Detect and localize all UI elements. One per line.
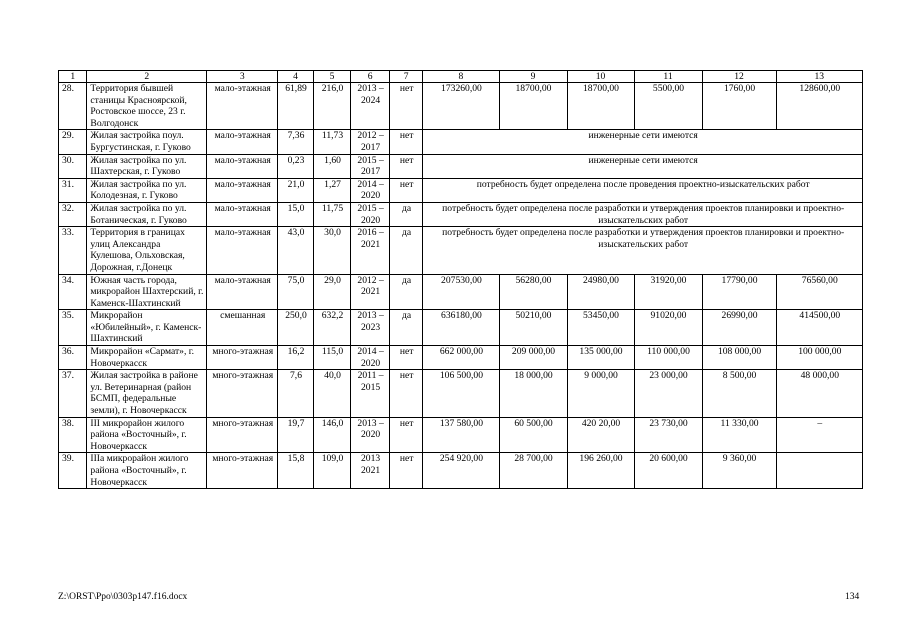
row-number-cell: 32. — [59, 202, 87, 226]
object-name-cell: Жилая застройка в районе ул. Ветеринарная (район БСМП, федеральные земли), г. Новочеркасск — [87, 370, 207, 417]
column-number-cell: 6 — [351, 71, 390, 83]
period-cell: 2012 – 2021 — [351, 274, 390, 310]
housing-volume-cell: 109,0 — [313, 453, 351, 489]
object-name-cell: Южная часть города, микрорайон Шахтерский, г. Каменск-Шахтинский — [87, 274, 207, 310]
period-cell: 2012 – 2017 — [351, 130, 390, 154]
building-type-cell: мало-этажная — [207, 130, 278, 154]
building-type-cell: много-этажная — [207, 453, 278, 489]
column-number-cell: 1 — [59, 71, 87, 83]
value-cell: 18700,00 — [567, 83, 634, 130]
housing-volume-cell: 1,60 — [313, 154, 351, 178]
column-number-cell: 4 — [278, 71, 314, 83]
value-cell: 209 000,00 — [499, 346, 567, 370]
building-type-cell: мало-этажная — [207, 154, 278, 178]
data-table — [58, 70, 863, 489]
value-cell: 100 000,00 — [776, 346, 862, 370]
housing-volume-cell: 1,27 — [313, 178, 351, 202]
value-cell: 8 500,00 — [702, 370, 776, 417]
area-cell: 16,2 — [278, 346, 314, 370]
area-cell: 19,7 — [278, 417, 314, 453]
project-approved-cell: да — [389, 202, 423, 226]
housing-volume-cell: 632,2 — [313, 310, 351, 346]
page-number: 134 — [845, 592, 860, 602]
table-row — [59, 178, 863, 202]
table-row — [59, 130, 863, 154]
table-row — [59, 227, 863, 274]
object-name-cell: Жилая застройка по ул. Ботаническая, г. Гуково — [87, 202, 207, 226]
project-approved-cell: нет — [389, 346, 423, 370]
value-cell: 53450,00 — [567, 310, 634, 346]
building-type-cell: много-этажная — [207, 417, 278, 453]
area-cell: 75,0 — [278, 274, 314, 310]
object-name-cell: IIIa микрорайон жилого района «Восточный», г. Новочеркасск — [87, 453, 207, 489]
value-cell: 254 920,00 — [423, 453, 499, 489]
housing-volume-cell: 11,73 — [313, 130, 351, 154]
column-number-cell: 3 — [207, 71, 278, 83]
period-cell: 2013 2021 — [351, 453, 390, 489]
value-cell: 20 600,00 — [634, 453, 702, 489]
row-number-cell: 33. — [59, 227, 87, 274]
value-cell: 56280,00 — [499, 274, 567, 310]
value-cell: 207530,00 — [423, 274, 499, 310]
row-number-cell: 30. — [59, 154, 87, 178]
project-approved-cell: нет — [389, 370, 423, 417]
column-number-row — [59, 71, 863, 83]
value-cell: 48 000,00 — [776, 370, 862, 417]
value-cell: 18 000,00 — [499, 370, 567, 417]
value-cell: 128600,00 — [776, 83, 862, 130]
object-name-cell: Жилая застройка поул. Бургустинская, г. Гуково — [87, 130, 207, 154]
value-cell: 76560,00 — [776, 274, 862, 310]
table-row — [59, 417, 863, 453]
table-row — [59, 154, 863, 178]
value-cell: 110 000,00 — [634, 346, 702, 370]
table-row — [59, 202, 863, 226]
value-cell: 18700,00 — [499, 83, 567, 130]
project-approved-cell: нет — [389, 154, 423, 178]
value-cell: 5500,00 — [634, 83, 702, 130]
table-row — [59, 453, 863, 489]
building-type-cell: мало-этажная — [207, 202, 278, 226]
column-number-cell: 10 — [567, 71, 634, 83]
value-cell: 23 000,00 — [634, 370, 702, 417]
area-cell: 43,0 — [278, 227, 314, 274]
area-cell: 250,0 — [278, 310, 314, 346]
period-cell: 2015 – 2020 — [351, 202, 390, 226]
object-name-cell: Территория в границах улиц Александра Кулешова, Ольховская, Дорожная, г.Донецк — [87, 227, 207, 274]
housing-volume-cell: 40,0 — [313, 370, 351, 417]
value-cell: 196 260,00 — [567, 453, 634, 489]
value-cell: 1760,00 — [702, 83, 776, 130]
table-row — [59, 310, 863, 346]
merged-note-cell: потребность будет определена после разработки и утверждения проектов планировки и проектно-изыскательских работ — [423, 227, 863, 274]
merged-note-cell: инженерные сети имеются — [423, 154, 863, 178]
area-cell: 61,89 — [278, 83, 314, 130]
area-cell: 21,0 — [278, 178, 314, 202]
value-cell: 106 500,00 — [423, 370, 499, 417]
housing-volume-cell: 30,0 — [313, 227, 351, 274]
row-number-cell: 28. — [59, 83, 87, 130]
value-cell: 60 500,00 — [499, 417, 567, 453]
column-number-cell: 5 — [313, 71, 351, 83]
building-type-cell: мало-этажная — [207, 83, 278, 130]
period-cell: 2016 – 2021 — [351, 227, 390, 274]
object-name-cell: Микрорайон «Юбилейный», г. Каменск-Шахтинский — [87, 310, 207, 346]
value-cell: 17790,00 — [702, 274, 776, 310]
row-number-cell: 37. — [59, 370, 87, 417]
value-cell: 23 730,00 — [634, 417, 702, 453]
period-cell: 2013 – 2020 — [351, 417, 390, 453]
project-approved-cell: нет — [389, 130, 423, 154]
row-number-cell: 38. — [59, 417, 87, 453]
period-cell: 2013 – 2023 — [351, 310, 390, 346]
row-number-cell: 31. — [59, 178, 87, 202]
period-cell: 2015 – 2017 — [351, 154, 390, 178]
table-body — [59, 71, 863, 489]
project-approved-cell: нет — [389, 453, 423, 489]
row-number-cell: 35. — [59, 310, 87, 346]
housing-volume-cell: 29,0 — [313, 274, 351, 310]
object-name-cell: III микрорайон жилого района «Восточный», г. Новочеркасск — [87, 417, 207, 453]
area-cell: 15,8 — [278, 453, 314, 489]
value-cell: 108 000,00 — [702, 346, 776, 370]
building-type-cell: мало-этажная — [207, 227, 278, 274]
column-number-cell: 12 — [702, 71, 776, 83]
project-approved-cell: нет — [389, 417, 423, 453]
column-number-cell: 13 — [776, 71, 862, 83]
building-type-cell: мало-этажная — [207, 178, 278, 202]
object-name-cell: Территория бывшей станицы Красноярской, Ростовское шоссе, 23 г. Волгодонск — [87, 83, 207, 130]
value-cell: 135 000,00 — [567, 346, 634, 370]
row-number-cell: 39. — [59, 453, 87, 489]
value-cell: 28 700,00 — [499, 453, 567, 489]
merged-note-cell: инженерные сети имеются — [423, 130, 863, 154]
value-cell: 91020,00 — [634, 310, 702, 346]
period-cell: 2013 – 2024 — [351, 83, 390, 130]
column-number-cell: 2 — [87, 71, 207, 83]
building-type-cell: смешанная — [207, 310, 278, 346]
row-number-cell: 29. — [59, 130, 87, 154]
project-approved-cell: да — [389, 227, 423, 274]
row-number-cell: 34. — [59, 274, 87, 310]
page-content — [58, 70, 863, 489]
project-approved-cell: нет — [389, 83, 423, 130]
value-cell — [776, 453, 862, 489]
value-cell: 9 000,00 — [567, 370, 634, 417]
value-cell: 24980,00 — [567, 274, 634, 310]
housing-volume-cell: 11,75 — [313, 202, 351, 226]
merged-note-cell: потребность будет определена после разработки и утверждения проектов планировки и проектно-изыскательских работ — [423, 202, 863, 226]
object-name-cell: Микрорайон «Сармат», г. Новочеркасск — [87, 346, 207, 370]
project-approved-cell: да — [389, 274, 423, 310]
footer-file-path: Z:\ORST\Ppo\0303p147.f16.docx — [58, 592, 188, 602]
housing-volume-cell: 115,0 — [313, 346, 351, 370]
area-cell: 15,0 — [278, 202, 314, 226]
column-number-cell: 11 — [634, 71, 702, 83]
building-type-cell: мало-этажная — [207, 274, 278, 310]
period-cell: 2014 – 2020 — [351, 178, 390, 202]
table-row — [59, 83, 863, 130]
area-cell: 0,23 — [278, 154, 314, 178]
value-cell: – — [776, 417, 862, 453]
value-cell: 420 20,00 — [567, 417, 634, 453]
value-cell: 26990,00 — [702, 310, 776, 346]
area-cell: 7,6 — [278, 370, 314, 417]
value-cell: 11 330,00 — [702, 417, 776, 453]
project-approved-cell: да — [389, 310, 423, 346]
value-cell: 173260,00 — [423, 83, 499, 130]
column-number-cell: 8 — [423, 71, 499, 83]
value-cell: 50210,00 — [499, 310, 567, 346]
building-type-cell: много-этажная — [207, 346, 278, 370]
period-cell: 2011 – 2015 — [351, 370, 390, 417]
table-row — [59, 370, 863, 417]
value-cell: 662 000,00 — [423, 346, 499, 370]
merged-note-cell: потребность будет определена после проведения проектно-изыскательских работ — [423, 178, 863, 202]
object-name-cell: Жилая застройка по ул. Колодезная, г. Гуково — [87, 178, 207, 202]
table-row — [59, 274, 863, 310]
housing-volume-cell: 216,0 — [313, 83, 351, 130]
area-cell: 7,36 — [278, 130, 314, 154]
housing-volume-cell: 146,0 — [313, 417, 351, 453]
value-cell: 137 580,00 — [423, 417, 499, 453]
table-row — [59, 346, 863, 370]
column-number-cell: 7 — [389, 71, 423, 83]
building-type-cell: много-этажная — [207, 370, 278, 417]
project-approved-cell: нет — [389, 178, 423, 202]
value-cell: 414500,00 — [776, 310, 862, 346]
column-number-cell: 9 — [499, 71, 567, 83]
object-name-cell: Жилая застройка по ул. Шахтерская, г. Гуково — [87, 154, 207, 178]
value-cell: 636180,00 — [423, 310, 499, 346]
period-cell: 2014 – 2020 — [351, 346, 390, 370]
row-number-cell: 36. — [59, 346, 87, 370]
value-cell: 9 360,00 — [702, 453, 776, 489]
value-cell: 31920,00 — [634, 274, 702, 310]
